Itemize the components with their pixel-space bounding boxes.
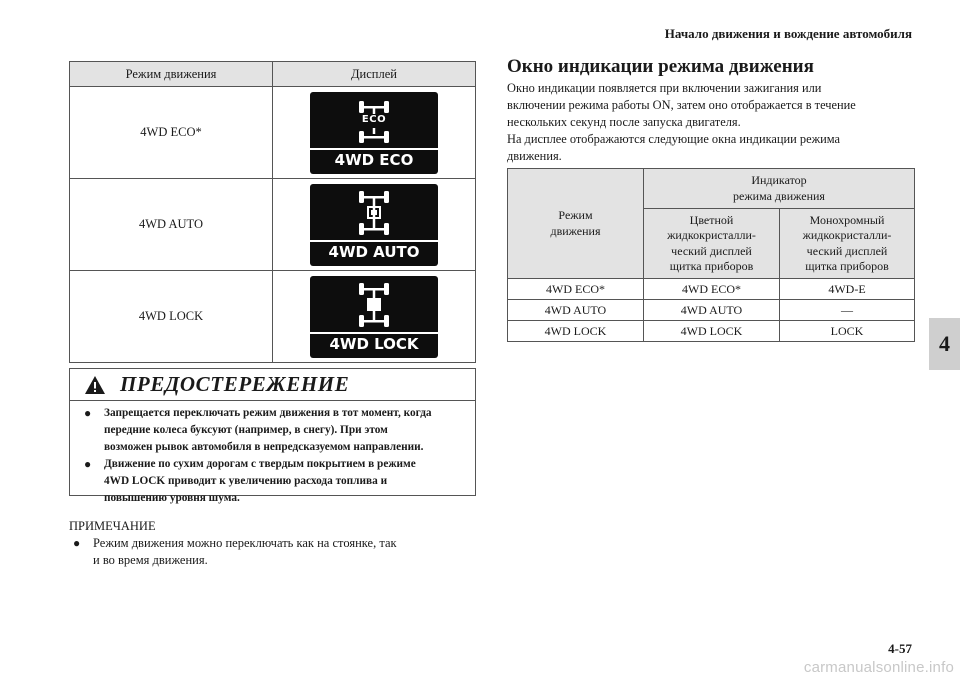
table-row: 4WD AUTO 4WD AUTO —	[508, 300, 915, 321]
header-mode: Режим движения	[70, 62, 273, 87]
lock-display-panel	[310, 276, 438, 358]
note-item: ● Режим движения можно переключать как на стоянке, так и во время движения.	[73, 536, 397, 567]
display-text: 4WD ECO	[334, 150, 414, 169]
warning-header	[70, 369, 475, 401]
watermark: carmanualsonline.info	[803, 659, 954, 676]
section-header: Начало движения и вождение автомобиля	[664, 26, 912, 41]
bullet-icon: ●	[84, 457, 92, 471]
mode-name: 4WD LOCK	[70, 271, 273, 363]
header-mono-lcd: Монохромный жидкокристалли- ческий дисплей щитка приборов	[780, 209, 915, 279]
mode-name: 4WD ECO*	[70, 87, 273, 179]
header-indicator: Индикатор режима движения	[644, 169, 915, 209]
warning-body	[70, 401, 475, 507]
display-text: 4WD AUTO	[328, 242, 420, 261]
header-color-lcd: Цветной жидкокристалли- ческий дисплей щитка приборов	[644, 209, 780, 279]
warning-item: ● Движение по сухим дорогам с твердым покрытием в режиме 4WD LOCK приводит к увеличению расхода топлива и повышению уровня шума.	[84, 456, 465, 507]
mode-row-lock	[70, 271, 476, 363]
bullet-icon: ●	[84, 406, 92, 420]
warning-triangle-icon	[84, 375, 106, 395]
mode-name: 4WD AUTO	[70, 179, 273, 271]
warning-item: ● Запрещается переключать режим движения в тот момент, когда передние колеса буксуют (например, в снегу). При этом возможен рывок автомобиля в непредсказуемом направлении.	[84, 405, 465, 456]
mode-row-auto	[70, 179, 476, 271]
header-display: Дисплей	[273, 62, 476, 87]
note-block	[69, 518, 489, 569]
eco-label: ECO	[361, 113, 387, 125]
4wd-eco-drivetrain-icon	[357, 100, 391, 114]
table-row: 4WD LOCK 4WD LOCK LOCK	[508, 321, 915, 342]
4wd-auto-drivetrain-icon	[357, 190, 391, 236]
auto-display-panel	[310, 184, 438, 266]
indicator-section-body: Окно индикации появляется при включении зажигания или включении режима работы ON, затем оно отображается в течение нескольких секунд после запуска двигателя. На дисплее отображаются следующие окна индикации режима движения.	[507, 81, 856, 163]
drive-mode-table	[69, 61, 476, 363]
page-number: 4-57	[888, 641, 912, 656]
indicator-section-title: Окно индикации режима движения	[507, 56, 814, 77]
4wd-lock-drivetrain-icon	[357, 282, 391, 328]
indicator-table	[507, 168, 915, 342]
chapter-tab: 4	[929, 318, 960, 370]
warning-title: ПРЕДОСТЕРЕЖЕНИЕ	[120, 372, 350, 396]
warning-box	[69, 368, 476, 504]
note-label: ПРИМЕЧАНИЕ	[69, 519, 156, 533]
bullet-icon: ●	[73, 536, 81, 550]
mode-row-eco	[70, 87, 476, 179]
display-text: 4WD LOCK	[329, 334, 419, 353]
header-drive-mode: Режим движения	[508, 169, 644, 279]
rear-axle-icon	[357, 128, 391, 144]
table-row: 4WD ECO* 4WD ECO* 4WD-E	[508, 279, 915, 300]
eco-display-panel	[310, 92, 438, 174]
